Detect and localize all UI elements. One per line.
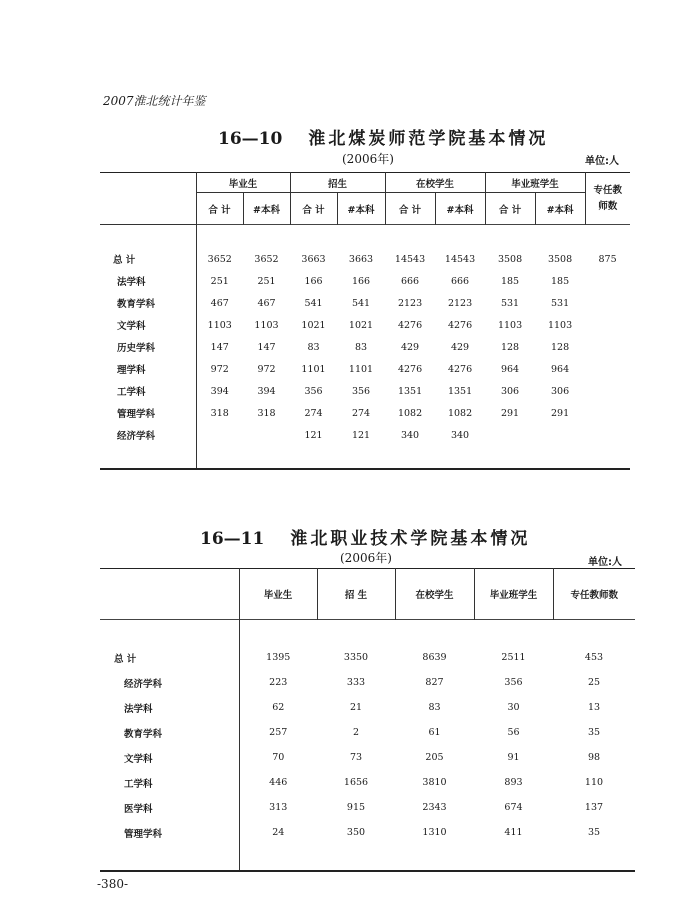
table1-sub-header: #本科 — [337, 193, 385, 225]
row-label: 教育学科 — [100, 720, 239, 745]
table-row — [100, 770, 635, 795]
table-cell: 14543 — [444, 253, 476, 265]
table-cell: 274 — [304, 407, 323, 419]
table1-sub-header: #本科 — [435, 193, 485, 225]
table-cell: 3508 — [547, 253, 573, 265]
table-cell: 62 — [272, 702, 285, 713]
table-cell: 827 — [425, 677, 444, 688]
table-row — [100, 248, 630, 270]
table-cell: 25 — [587, 677, 601, 688]
table-cell: 2123 — [397, 297, 423, 309]
table1-sub-header: 合 计 — [485, 193, 535, 225]
table-cell: 356 — [351, 385, 371, 397]
table-row — [100, 745, 635, 770]
table-cell: 291 — [550, 407, 570, 419]
table1-group-header: 在校学生 — [385, 173, 485, 193]
table-cell: 91 — [507, 752, 520, 763]
table-cell: 185 — [500, 275, 520, 287]
spacer-cell — [100, 446, 196, 469]
table-cell: 3508 — [497, 253, 523, 265]
table-row — [100, 270, 630, 292]
table-cell: 166 — [304, 275, 323, 287]
table-cell — [196, 424, 243, 446]
table-cell: 35 — [587, 827, 601, 838]
table-cell — [585, 380, 630, 402]
table-cell: 98 — [587, 752, 601, 763]
table2-column-header: 在校学生 — [395, 569, 474, 620]
table-cell: 14543 — [394, 253, 426, 265]
table-row — [100, 720, 635, 745]
table-cell: 318 — [257, 407, 276, 419]
table-cell: 257 — [269, 727, 288, 738]
table-cell: 394 — [257, 385, 276, 397]
table-cell: 964 — [500, 363, 520, 375]
table-row — [100, 670, 635, 695]
table-cell: 875 — [598, 253, 617, 265]
table-cell: 453 — [584, 652, 604, 663]
table-cell: 274 — [351, 407, 371, 419]
spacer-cell — [196, 225, 630, 249]
table1-teacher-header: 专任教师数 — [585, 173, 630, 225]
table-cell: 1656 — [343, 777, 369, 788]
table2-column-header: 专任教师数 — [553, 569, 635, 620]
row-label: 文学科 — [100, 314, 196, 336]
spacer-cell — [100, 620, 239, 646]
table-cell: 674 — [504, 802, 523, 813]
table-cell: 1103 — [254, 319, 279, 331]
table-cell: 1101 — [348, 363, 374, 375]
table-row — [100, 795, 635, 820]
table-cell: 128 — [500, 341, 520, 353]
row-label: 工学科 — [100, 380, 196, 402]
table-cell: 893 — [504, 777, 523, 788]
row-label: 经济学科 — [100, 424, 196, 446]
table-cell: 429 — [400, 341, 420, 353]
table2-column-header: 毕业生 — [239, 569, 317, 620]
table-row — [100, 336, 630, 358]
table-cell: 394 — [210, 385, 229, 397]
table-cell: 306 — [550, 385, 570, 397]
row-label: 管理学科 — [100, 820, 239, 845]
spacer-cell — [239, 620, 635, 646]
table-row — [100, 314, 630, 336]
table1-title — [218, 124, 548, 149]
table-row — [100, 695, 635, 720]
table-cell: 1103 — [497, 319, 523, 331]
row-label: 经济学科 — [100, 670, 239, 695]
table-cell: 3663 — [348, 253, 374, 265]
table-cell: 251 — [210, 275, 229, 287]
table1-sub-header: 合 计 — [196, 193, 243, 225]
table-cell: 531 — [500, 297, 520, 309]
page-number: -380- — [97, 877, 129, 891]
table-cell: 411 — [504, 827, 523, 838]
table-cell: 340 — [400, 429, 420, 441]
table-cell: 56 — [507, 727, 520, 738]
table-row — [100, 820, 635, 845]
row-label: 文学科 — [100, 745, 239, 770]
table-cell: 83 — [428, 702, 441, 713]
table-cell: 137 — [584, 802, 604, 813]
table-cell: 83 — [354, 341, 368, 353]
spacer-cell — [100, 845, 239, 871]
spacer-cell — [196, 446, 630, 469]
spacer-cell — [100, 225, 196, 249]
table-cell: 1082 — [397, 407, 423, 419]
table-cell: 313 — [269, 802, 288, 813]
table-cell: 3350 — [343, 652, 369, 663]
table-cell — [585, 270, 630, 292]
table-cell: 666 — [450, 275, 470, 287]
table1-number: 16—10 — [218, 129, 283, 149]
table-cell: 1021 — [301, 319, 326, 331]
table-cell: 3652 — [254, 253, 279, 265]
table-cell: 3663 — [301, 253, 326, 265]
table1-group-header: 毕业班学生 — [485, 173, 585, 193]
table-cell — [585, 336, 630, 358]
table-row — [100, 358, 630, 380]
table-cell: 1351 — [447, 385, 473, 397]
table-cell: 1082 — [447, 407, 473, 419]
table-cell: 972 — [257, 363, 276, 375]
table-cell: 121 — [351, 429, 371, 441]
table-cell: 3810 — [422, 777, 447, 788]
table-row — [100, 645, 635, 670]
table-cell: 4276 — [447, 319, 473, 331]
row-label: 医学科 — [100, 795, 239, 820]
table-cell: 531 — [550, 297, 570, 309]
table-cell: 8639 — [422, 652, 447, 663]
running-head: 2007淮北统计年鉴 — [103, 94, 206, 108]
table-cell: 83 — [307, 341, 320, 353]
table2-title-text: 淮北职业技术学院基本情况 — [290, 529, 531, 549]
table-cell: 223 — [269, 677, 288, 688]
table-cell: 291 — [500, 407, 520, 419]
table1-sub-header: 合 计 — [290, 193, 337, 225]
table-cell: 915 — [346, 802, 366, 813]
table-cell: 147 — [257, 341, 276, 353]
table2-unit: 单位:人 — [588, 557, 622, 568]
table1-corner — [100, 173, 196, 225]
table-cell: 2511 — [501, 652, 526, 663]
table-cell: 4276 — [447, 363, 473, 375]
table-cell — [243, 424, 290, 446]
table2-subtitle: (2006年) — [340, 551, 392, 565]
table-cell: 1351 — [397, 385, 423, 397]
table-cell: 467 — [257, 297, 276, 309]
row-label: 理学科 — [100, 358, 196, 380]
table-cell: 333 — [346, 677, 366, 688]
table-cell: 350 — [346, 827, 366, 838]
table1-sub-header: 合 计 — [385, 193, 435, 225]
row-label: 管理学科 — [100, 402, 196, 424]
table-cell: 3652 — [207, 253, 232, 265]
table-cell: 251 — [257, 275, 276, 287]
table-cell: 21 — [349, 702, 363, 713]
table-cell — [485, 424, 535, 446]
table-row — [100, 424, 630, 446]
row-label: 教育学科 — [100, 292, 196, 314]
table1 — [100, 172, 630, 470]
table-cell: 541 — [304, 297, 323, 309]
table-cell: 666 — [400, 275, 420, 287]
table-cell: 318 — [210, 407, 229, 419]
table-cell — [585, 358, 630, 380]
table-cell: 185 — [550, 275, 570, 287]
row-label: 总 计 — [100, 248, 196, 270]
table-cell: 1310 — [422, 827, 447, 838]
table-cell: 73 — [349, 752, 363, 763]
table-cell: 1103 — [207, 319, 232, 331]
table1-sub-header: #本科 — [243, 193, 290, 225]
row-label: 法学科 — [100, 270, 196, 292]
table-cell: 964 — [550, 363, 570, 375]
table2-corner — [100, 569, 239, 620]
table-cell: 1101 — [301, 363, 326, 375]
table1-sub-header: #本科 — [535, 193, 585, 225]
table1-subtitle: (2006年) — [342, 152, 394, 166]
table-cell: 121 — [304, 429, 323, 441]
table-cell: 541 — [351, 297, 371, 309]
row-label: 工学科 — [100, 770, 239, 795]
table-cell: 2123 — [447, 297, 473, 309]
row-label: 总 计 — [100, 645, 239, 670]
row-label: 法学科 — [100, 695, 239, 720]
table-cell: 446 — [269, 777, 288, 788]
table-cell: 110 — [584, 777, 604, 788]
table-cell — [585, 292, 630, 314]
table-cell: 13 — [587, 702, 601, 713]
table-cell — [535, 424, 585, 446]
table-row — [100, 292, 630, 314]
table-cell: 4276 — [397, 363, 423, 375]
table2-number: 16—11 — [200, 529, 265, 549]
table-cell: 61 — [428, 727, 441, 738]
spacer-cell — [239, 845, 635, 871]
table2 — [100, 568, 635, 872]
table-cell: 147 — [210, 341, 229, 353]
table-cell: 70 — [272, 752, 285, 763]
table2-title — [200, 524, 530, 549]
table-cell — [585, 402, 630, 424]
table-row — [100, 402, 630, 424]
table-cell: 1103 — [547, 319, 573, 331]
table2-column-header: 毕业班学生 — [474, 569, 553, 620]
table-cell: 356 — [304, 385, 323, 397]
table1-unit: 单位:人 — [585, 156, 619, 167]
table-cell: 2 — [352, 727, 360, 738]
table-cell — [585, 314, 630, 336]
table-cell: 30 — [507, 702, 520, 713]
table-cell: 972 — [210, 363, 229, 375]
table1-group-header: 招生 — [290, 173, 385, 193]
table-cell: 356 — [504, 677, 523, 688]
table-cell: 2343 — [422, 802, 447, 813]
table-cell: 467 — [210, 297, 229, 309]
table-cell: 166 — [351, 275, 371, 287]
row-label: 历史学科 — [100, 336, 196, 358]
table1-group-header: 毕业生 — [196, 173, 290, 193]
table-cell: 128 — [550, 341, 570, 353]
table-row — [100, 380, 630, 402]
table1-title-text: 淮北煤炭师范学院基本情况 — [308, 129, 549, 149]
table2-column-header: 招 生 — [317, 569, 395, 620]
table-cell: 429 — [450, 341, 470, 353]
table-cell: 24 — [272, 827, 285, 838]
table-cell: 205 — [425, 752, 444, 763]
table-cell: 1395 — [266, 652, 291, 663]
table-cell: 4276 — [397, 319, 423, 331]
table-cell: 35 — [587, 727, 601, 738]
table-cell — [585, 424, 630, 446]
table-cell: 340 — [450, 429, 470, 441]
table-cell: 306 — [500, 385, 520, 397]
table-cell: 1021 — [348, 319, 374, 331]
